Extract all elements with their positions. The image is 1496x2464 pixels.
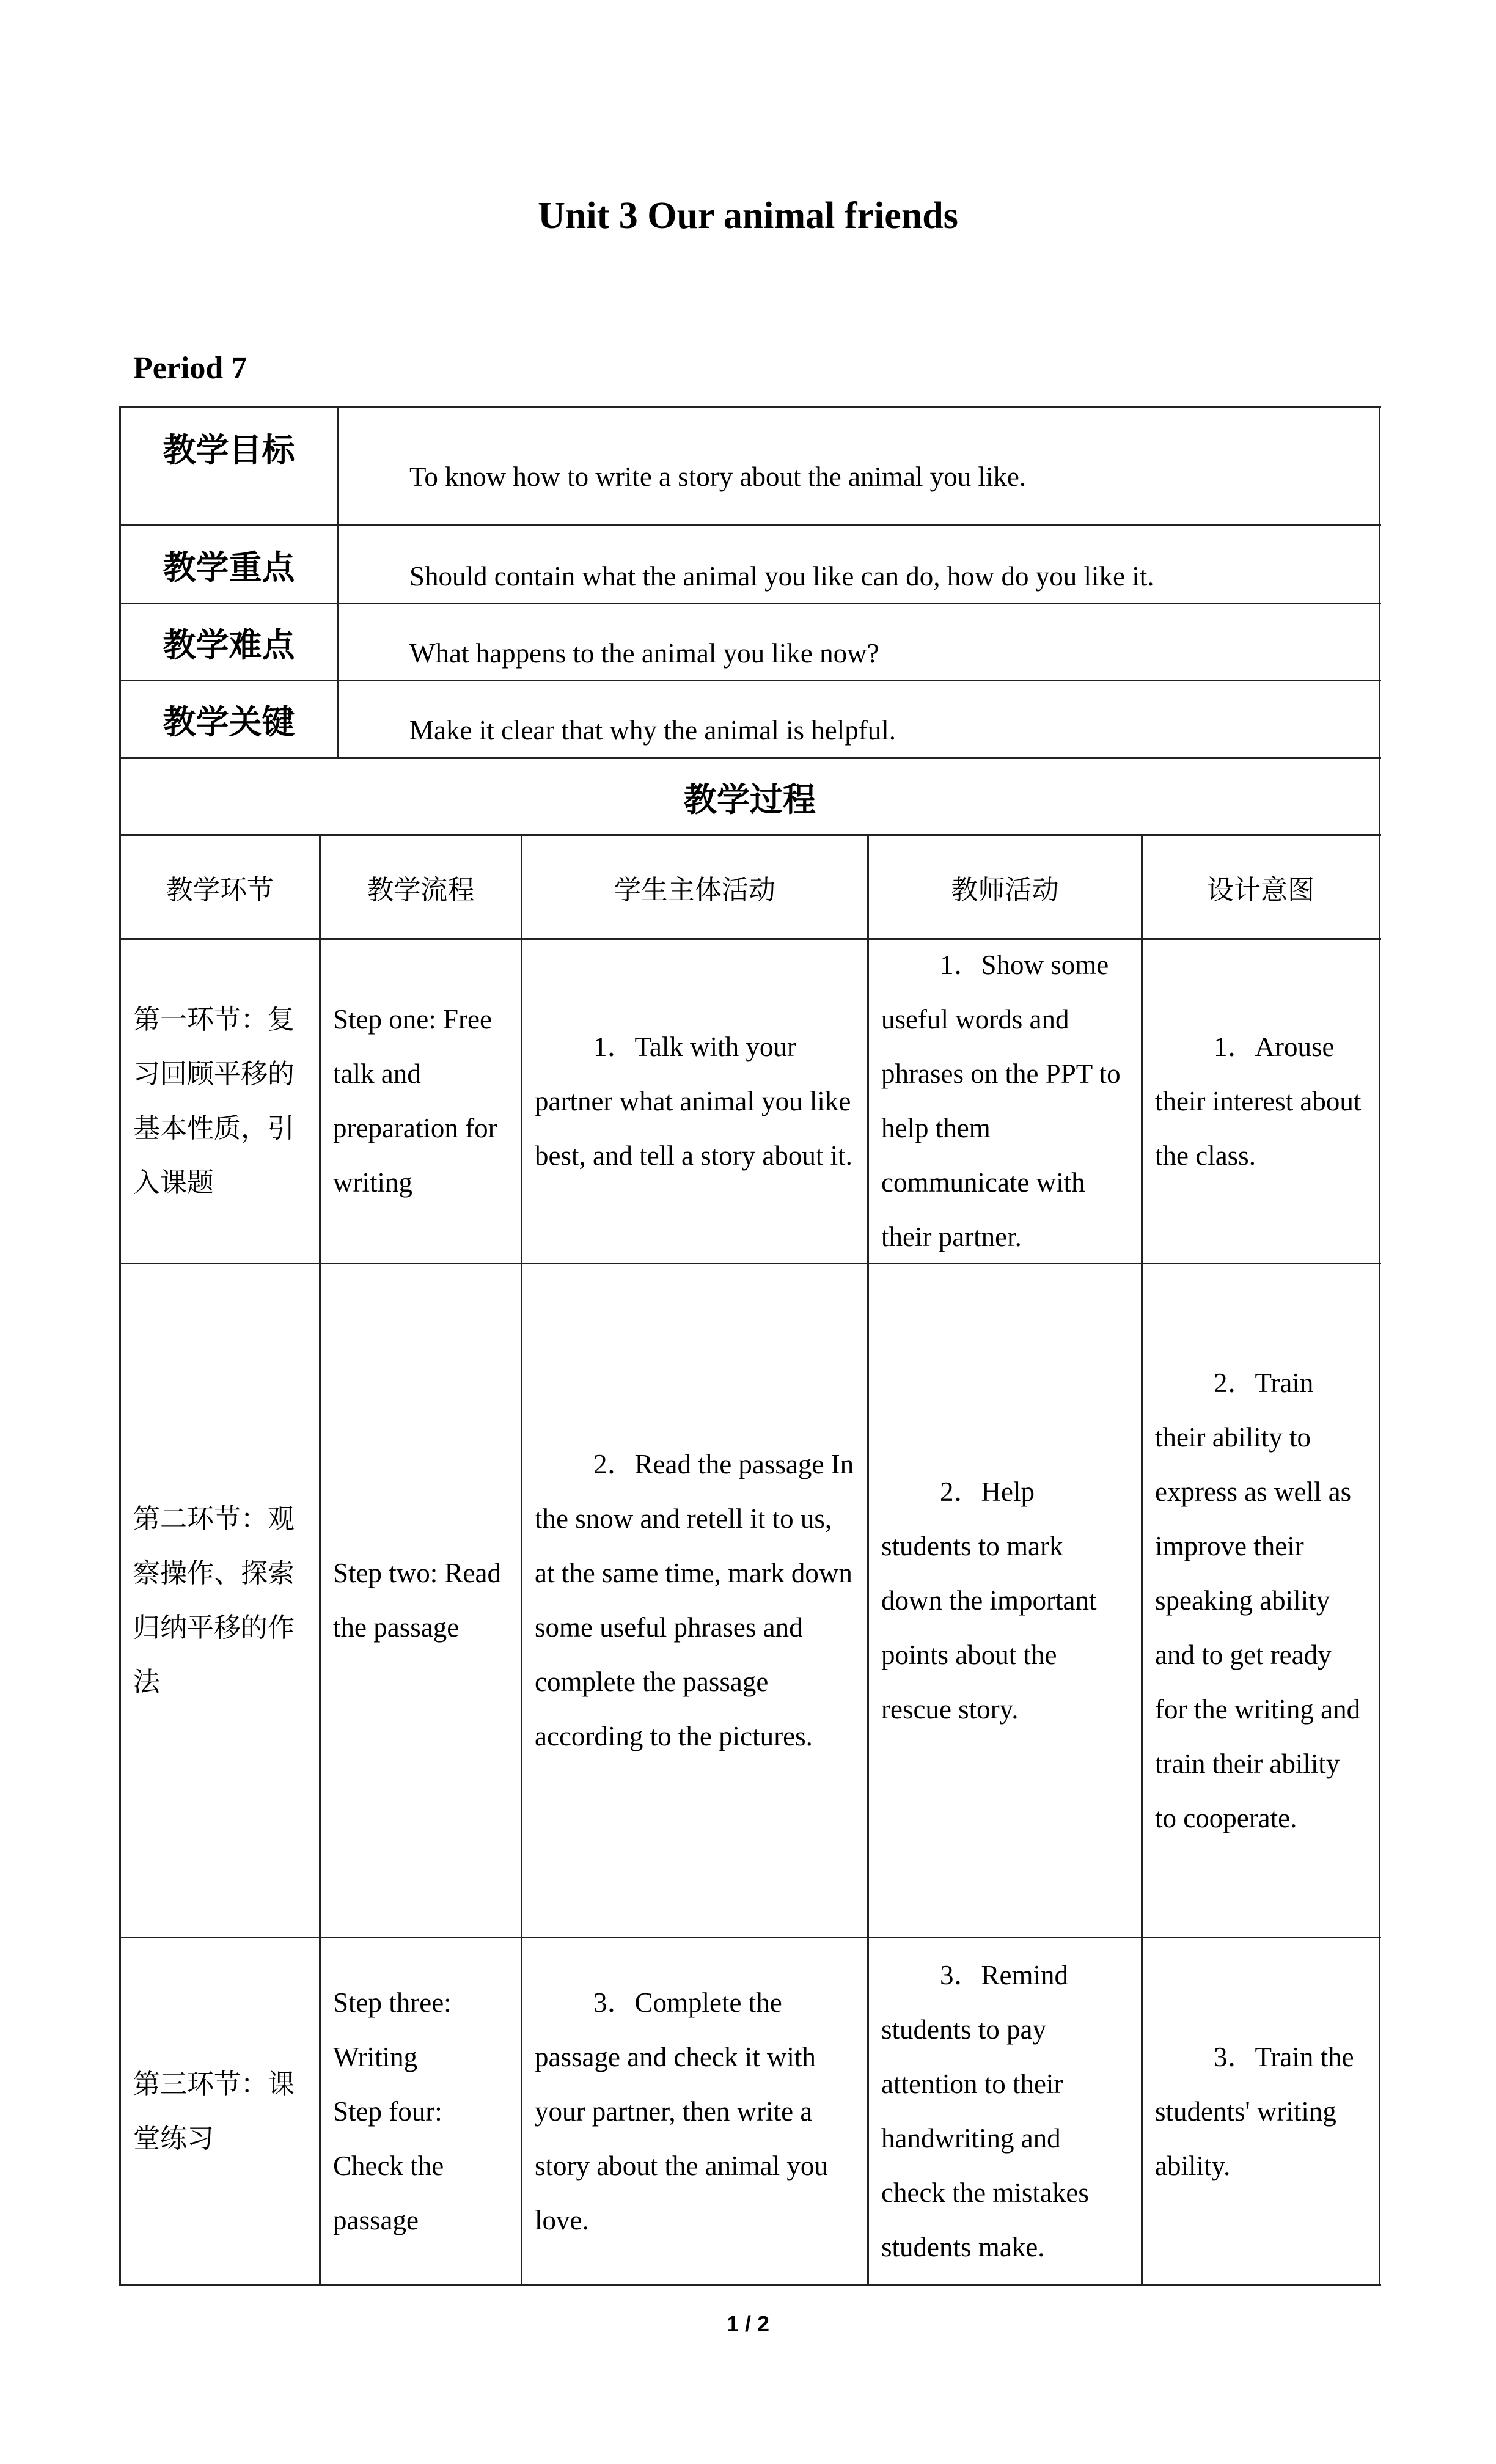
stage-cell: [121, 1938, 319, 2284]
intent-text: 1．Arouse their interest about the class.: [1155, 1031, 1362, 1171]
flow-cell: [321, 1264, 521, 1937]
period-label: Period 7: [133, 351, 248, 386]
column-header-teacher: 教师活动: [951, 874, 1059, 906]
flow-line: Check the passage: [333, 2150, 444, 2235]
teacher-cell: [869, 940, 1141, 1263]
key-value: Make it clear that why the animal is helpful.: [409, 715, 897, 746]
intent-cell: [1143, 1938, 1379, 2284]
teacher-cell: [869, 1264, 1141, 1937]
process-title: 教学过程: [684, 780, 816, 819]
flow-text: Step two: Read the passage: [333, 1558, 501, 1643]
intent-cell: [1143, 940, 1379, 1263]
flow-line: Step three:: [333, 1987, 452, 2018]
student-text: 1．Talk with your partner what animal you like best, and tell a story about it.: [535, 1031, 853, 1171]
teacher-text: 1．Show some useful words and phrases on the PPT to help them communicate with their partner.: [881, 950, 1121, 1252]
column-header-intent: 设计意图: [1207, 874, 1314, 906]
flow-line: Step four:: [333, 2096, 442, 2127]
stage-text: 第三环节：课堂练习: [133, 2069, 295, 2154]
teacher-text: 3．Remind students to pay attention to their handwriting and check the mistakes students make.: [881, 1960, 1089, 2262]
table-border: [1379, 834, 1380, 2286]
page-number: 1 / 2: [726, 2311, 770, 2336]
intent-cell: [1143, 1264, 1379, 1937]
key-point-label: 教学重点: [163, 548, 295, 587]
teacher-cell: [869, 1938, 1141, 2284]
key-label: 教学关键: [163, 702, 295, 741]
stage-cell: [121, 940, 319, 1263]
table-border: [1379, 406, 1380, 835]
objective-label: 教学目标: [163, 430, 295, 469]
flow-line: Writing: [333, 2041, 418, 2072]
intent-text: 2．Train their ability to express as well as improve their speaking ability and to get ready for the writing and train their ability to cooperate.: [1155, 1367, 1361, 1833]
difficulty-label: 教学难点: [163, 625, 295, 664]
intent-text: 3．Train the students' writing ability.: [1155, 2041, 1354, 2181]
teacher-text: 2．Help students to mark down the important points about the rescue story.: [881, 1476, 1097, 1725]
document-title: Unit 3 Our animal friends: [538, 195, 958, 237]
stage-text: 第一环节：复习回顾平移的基本性质，引入课题: [133, 1004, 295, 1198]
key-point-value: Should contain what the animal you like can do, how do you like it.: [409, 561, 1154, 592]
student-cell: [522, 1264, 867, 1937]
table-border: [120, 2284, 1381, 2286]
table-border: [337, 406, 339, 759]
flow-cell: [321, 940, 521, 1263]
difficulty-value: What happens to the animal you like now?: [409, 638, 879, 669]
student-text: 2．Read the passage In the snow and retell it to us, at the same time, mark down some useful phrases and complete the passage according to the pictures.: [535, 1449, 854, 1751]
flow-text: Step one: Free talk and preparation for writing: [333, 1004, 497, 1198]
column-header-student: 学生主体活动: [614, 874, 776, 906]
student-cell: [522, 940, 867, 1263]
objective-value: To know how to write a story about the animal you like.: [409, 461, 1027, 492]
stage-cell: [121, 1264, 319, 1937]
column-header-flow: 教学流程: [367, 874, 475, 906]
stage-text: 第二环节：观察操作、探索归纳平移的作法: [133, 1503, 295, 1698]
student-text: 3．Complete the passage and check it with your partner, then write a story about the animal you love.: [535, 1987, 828, 2235]
column-header-stage: 教学环节: [166, 874, 274, 906]
student-cell: [522, 1938, 867, 2284]
flow-cell: [321, 1938, 521, 2284]
